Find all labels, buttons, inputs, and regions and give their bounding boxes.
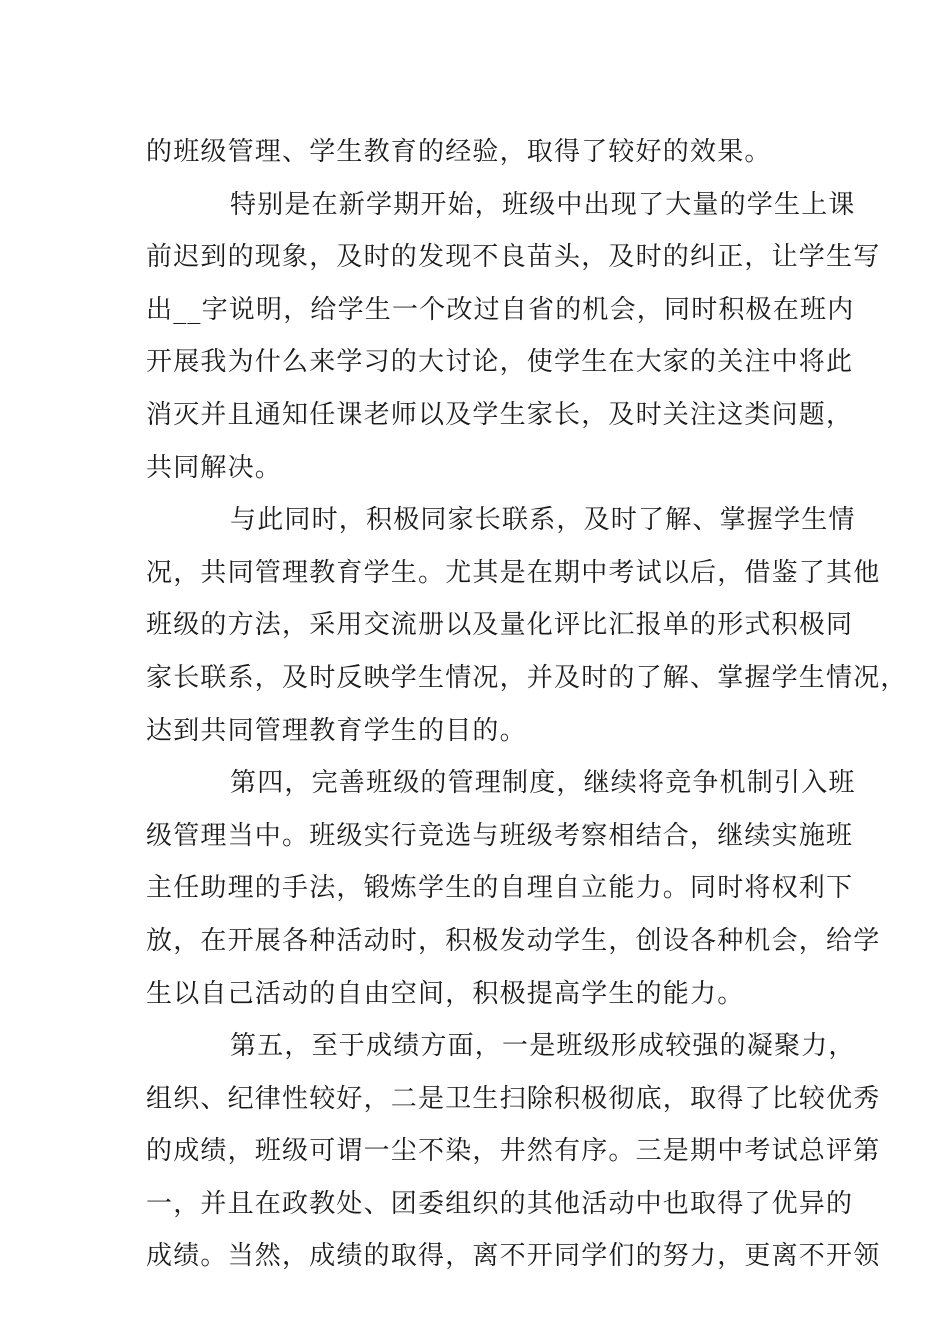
text-line: 开展我为什么来学习的大讨论，使学生在大家的关注中将此 [146, 347, 854, 378]
paragraph-first-line: 第五，至于成绩方面，一是班级形成较强的凝聚力， [230, 1031, 856, 1062]
text-line: 级管理当中。班级实行竞选与班级考察相结合，继续实施班 [146, 820, 854, 851]
paragraph-first-line: 第四，完善班级的管理制度，继续将竞争机制引入班 [230, 768, 856, 799]
paragraph-first-line: 特别是在新学期开始，班级中出现了大量的学生上课 [230, 189, 856, 220]
text-line: 出__字说明，给学生一个改过自省的机会，同时积极在班内 [146, 294, 855, 325]
text-line: 成绩。当然，成绩的取得，离不开同学们的努力，更离不开领 [146, 1241, 881, 1272]
text-line: 的班级管理、学生教育的经验，取得了较好的效果。 [146, 137, 772, 167]
text-line: 组织、纪律性较好，二是卫生扫除积极彻底，取得了比较优秀 [146, 1083, 881, 1114]
text-line: 放，在开展各种活动时，积极发动学生，创设各种机会，给学 [146, 925, 881, 956]
text-line: 况，共同管理教育学生。尤其是在期中考试以后，借鉴了其他 [146, 557, 881, 588]
text-line: 主任助理的手法，锻炼学生的自理自立能力。同时将权利下 [146, 873, 854, 904]
text-line: 消灭并且通知任课老师以及学生家长，及时关注这类问题， [146, 399, 854, 430]
text-line: 前迟到的现象，及时的发现不良苗头，及时的纠正，让学生写 [146, 242, 881, 273]
text-line: 家长联系，及时反映学生情况，并及时的了解、掌握学生情况， [146, 662, 908, 693]
text-line: 班级的方法，采用交流册以及量化评比汇报单的形式积极同 [146, 610, 854, 641]
document-body [146, 126, 908, 1283]
text-line: 的成绩，班级可谓一尘不染，井然有序。三是期中考试总评第 [146, 1136, 881, 1167]
text-line: 共同解决。 [146, 452, 283, 483]
text-line: 一，并且在政教处、团委组织的其他活动中也取得了优异的 [146, 1188, 854, 1219]
text-line: 生以自己活动的自由空间，积极提高学生的能力。 [146, 978, 745, 1009]
paragraph-first-line: 与此同时，积极同家长联系，及时了解、掌握学生情 [230, 505, 856, 536]
text-line: 达到共同管理教育学生的目的。 [146, 715, 527, 746]
